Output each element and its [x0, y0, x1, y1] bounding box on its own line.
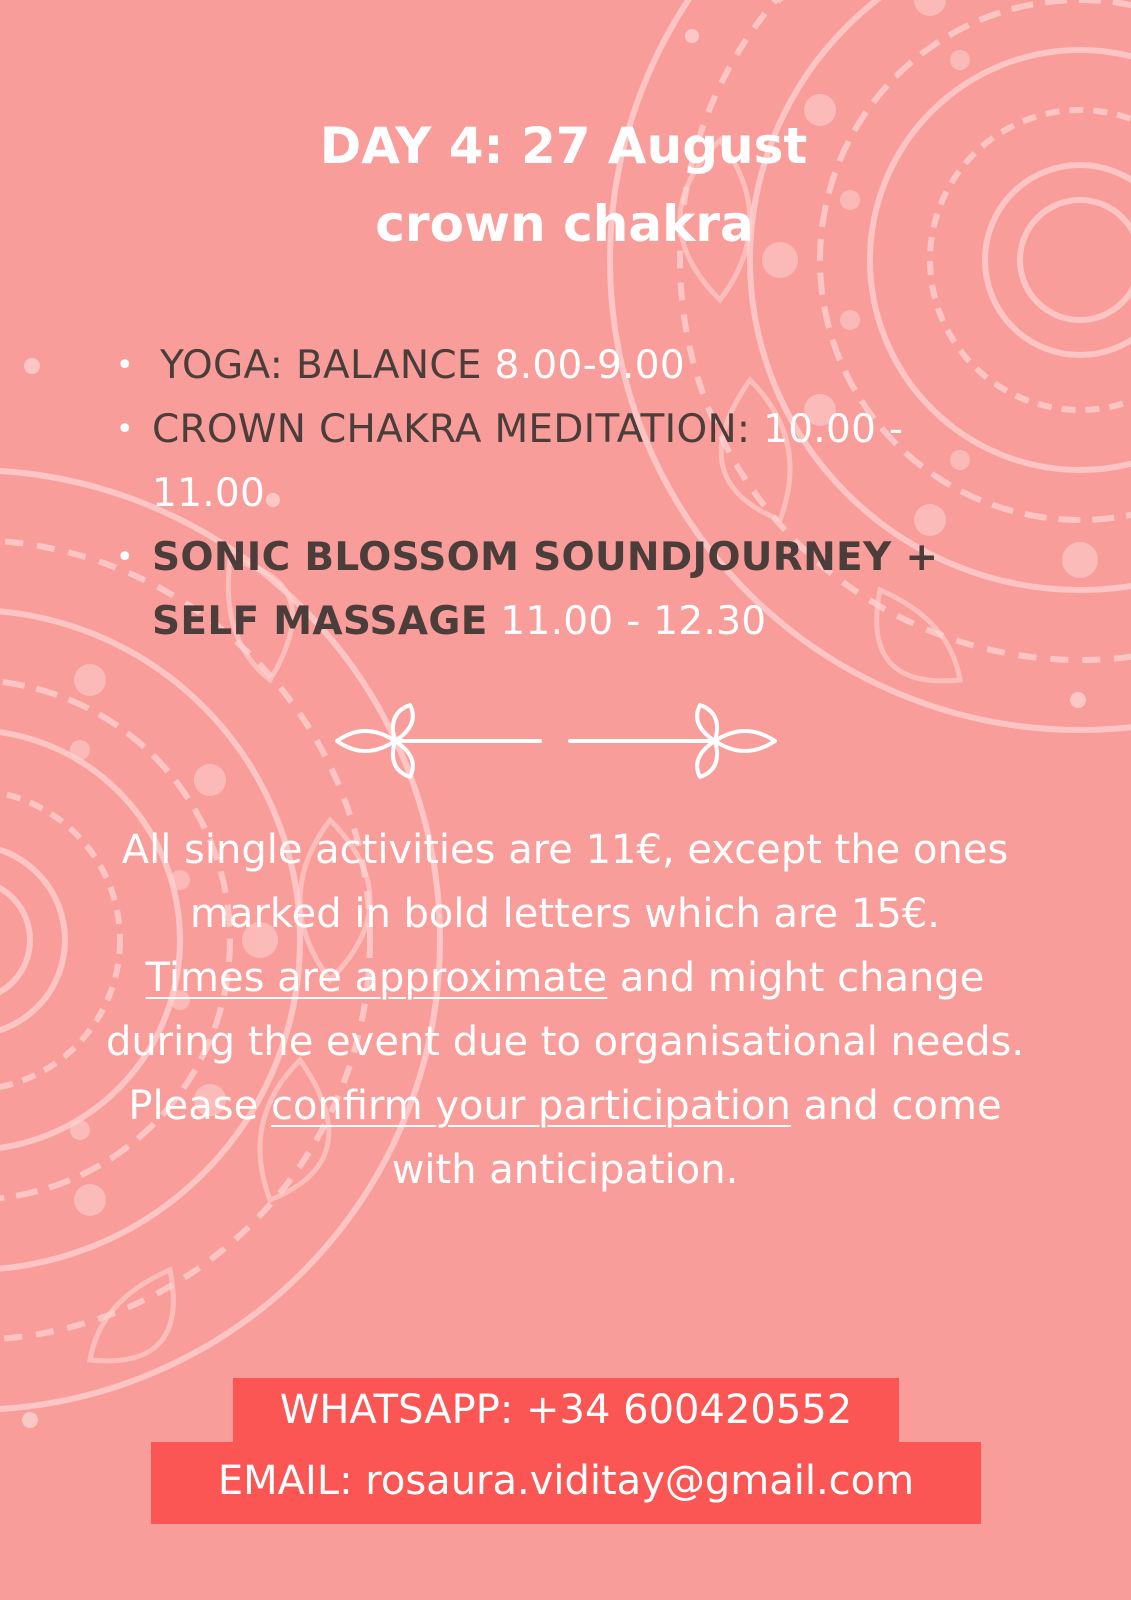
bullet-icon: • [116, 540, 134, 575]
leaf-arrow-divider-icon [335, 703, 795, 785]
activity-time: 10.00 - 11.00 [152, 407, 904, 516]
chakra-title: crown chakra [375, 195, 754, 253]
schedule-item-soundjourney [116, 526, 1002, 654]
activity-label: SONIC BLOSSOM SOUNDJOURNEY + SELF MASSAGE [152, 535, 939, 644]
times-paragraph [95, 946, 1035, 1202]
bullet-icon: • [116, 412, 134, 447]
whatsapp-contact[interactable]: WHATSAPP: +34 600420552 [233, 1378, 899, 1442]
schedule-item-yoga [116, 334, 1002, 398]
activity-time: 8.00-9.00 [494, 343, 685, 388]
activity-label: YOGA: BALANCE [160, 343, 482, 388]
times-text: and might change during the event due to organisational needs. Please [105, 955, 1025, 1129]
email-contact[interactable]: EMAIL: rosaura.viditay@gmail.com [151, 1442, 981, 1524]
schedule-item-meditation [116, 398, 1002, 526]
schedule-list [116, 334, 1002, 654]
activity-time: 11.00 - 12.30 [500, 599, 767, 644]
info-block [95, 818, 1035, 1202]
activity-label: CROWN CHAKRA MEDITATION: [152, 407, 751, 452]
bullet-icon: • [116, 348, 134, 383]
closing-text: and come with anticipation. [391, 1083, 1002, 1193]
pricing-text: All single activities are 11€, except the ones marked in bold letters which are 15€. [121, 827, 1009, 937]
confirm-participation-link[interactable]: confirm your participation [270, 1083, 791, 1129]
times-approximate-link[interactable]: Times are approximate [145, 955, 608, 1001]
day-title: DAY 4: 27 August [319, 117, 808, 175]
